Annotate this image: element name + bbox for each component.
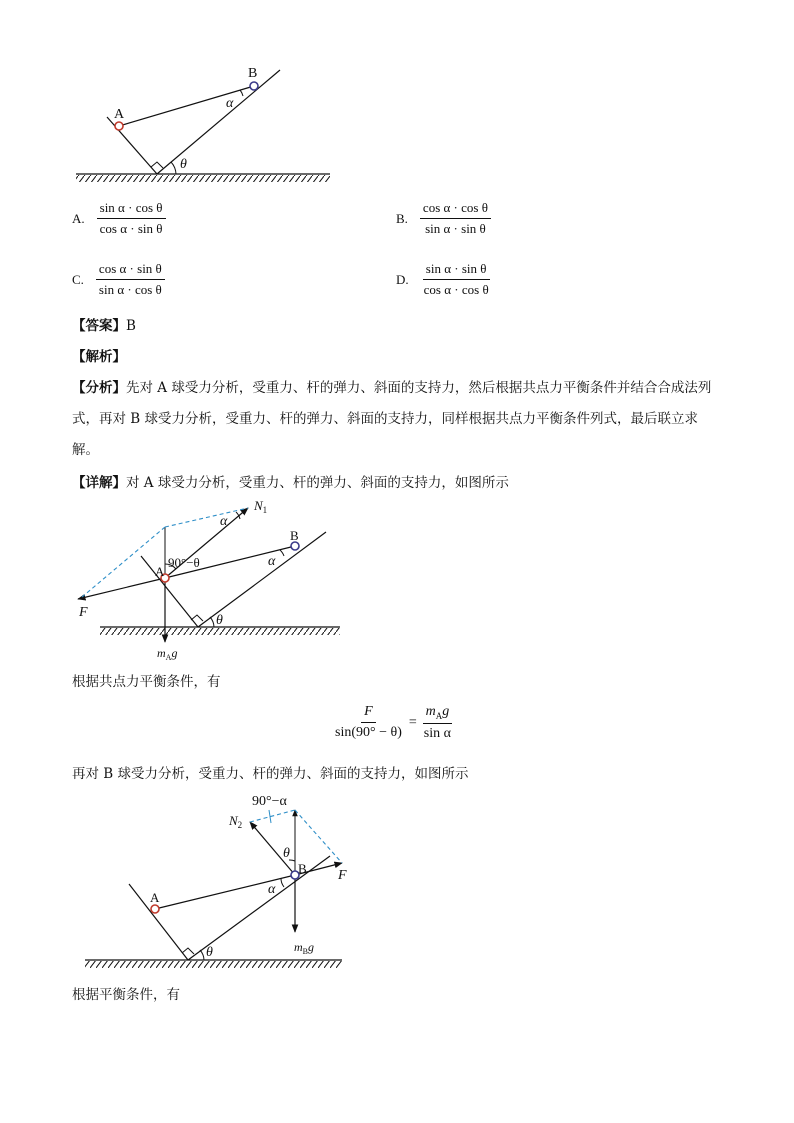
xiangjie-tag: 【详解】: [72, 475, 126, 491]
theta-arc: [200, 950, 204, 960]
label-alpha-top: α: [220, 514, 228, 529]
figure-2-force-diagram-a: [70, 495, 350, 665]
option-b-denominator: sin α · sin θ: [425, 221, 486, 236]
dashed-resultant-left: [82, 527, 165, 597]
alpha-arc: [240, 90, 243, 96]
option-a: [72, 200, 166, 237]
theta-arc: [210, 617, 214, 627]
analysis-heading: [72, 347, 126, 367]
fenxi-tag: 【分析】: [72, 380, 126, 396]
ball-a: [151, 905, 159, 913]
option-c-denominator: sin α · cos θ: [98, 282, 162, 297]
fenxi-text: 先对 A 球受力分析，受重力、杆的弹力、斜面的支持力，然后根据共点力平衡条件并结合合成法列式，再对 B 球受力分析，受重力、杆的弹力、斜面的支持力，同样根据共点力平衡条件列式，最后联立求解。: [72, 380, 712, 458]
ground-hatch: [85, 961, 342, 968]
equation-1: [332, 704, 454, 742]
equation-1-rhs-numerator: $m_Ag$: [423, 704, 453, 724]
option-b: [396, 200, 491, 237]
option-b-fraction: [420, 200, 491, 237]
dashed-resultant-right: [295, 810, 342, 863]
option-c: [72, 261, 165, 298]
answer-tag: 【答案】: [72, 318, 126, 334]
label-alpha: α: [268, 554, 276, 569]
option-d: [396, 261, 492, 298]
equation-1-equals: =: [408, 714, 417, 730]
alpha-arc-b: [280, 550, 284, 556]
label-f: F: [79, 605, 88, 620]
equation-1-lhs: [332, 704, 405, 741]
label-b: B: [248, 66, 258, 81]
equation-1-rhs: [421, 704, 454, 742]
alpha-arc-b: [281, 878, 284, 887]
fenxi-paragraph: [72, 373, 722, 466]
xiangjie-text: 对 A 球受力分析，受重力、杆的弹力、斜面的支持力，如图所示: [126, 475, 509, 491]
ground-hatch: [76, 175, 330, 182]
option-d-letter: D.: [396, 271, 409, 287]
theta-arc: [171, 162, 176, 174]
label-theta: θ: [206, 945, 213, 960]
option-c-letter: C.: [72, 271, 84, 287]
label-ma-g: $m_Ag$: [157, 646, 178, 662]
option-a-numerator: sin α · cos θ: [97, 200, 166, 219]
analysis-tag: 【解析】: [72, 349, 126, 365]
label-alpha: α: [268, 882, 276, 897]
figure-3-force-diagram-b: [80, 785, 360, 975]
right-angle-mark: [151, 162, 163, 168]
label-n2: $N_2$: [229, 813, 243, 830]
incline-surface: [157, 70, 280, 174]
option-d-numerator: sin α · sin θ: [423, 261, 490, 280]
step-3-text: 根据平衡条件，有: [72, 987, 180, 1003]
label-alpha: α: [226, 96, 234, 111]
option-a-denominator: cos α · sin θ: [99, 221, 163, 236]
label-a: A: [114, 107, 125, 122]
option-b-numerator: cos α · cos θ: [420, 200, 491, 219]
answer-value: B: [126, 318, 136, 334]
rod-ab: [119, 86, 254, 126]
label-a: A: [150, 890, 160, 905]
ground-hatch: [100, 628, 340, 635]
ball-a: [115, 122, 123, 130]
option-c-fraction: [96, 261, 165, 298]
equation-1-lhs-numerator: F: [361, 704, 376, 723]
option-a-letter: A.: [72, 210, 85, 226]
label-b: B: [298, 861, 307, 876]
theta-arc-top: [289, 860, 295, 861]
xiangjie-line: [72, 473, 509, 493]
step-2-text: 再对 B 球受力分析，受重力、杆的弹力、斜面的支持力，如图所示: [72, 766, 469, 782]
option-d-fraction: [421, 261, 492, 298]
dashed-resultant-top: [165, 508, 248, 527]
answer-line: [72, 316, 136, 336]
equation-1-lhs-denominator: sin(90° − θ): [335, 725, 402, 741]
label-mb-g: $m_Bg$: [294, 940, 315, 956]
option-a-fraction: [97, 200, 166, 237]
label-angle-90-alpha: 90°−α: [252, 794, 287, 809]
label-f: F: [338, 868, 347, 883]
ball-b: [291, 542, 299, 550]
figure-1-diagram: [60, 55, 350, 190]
label-angle-90-theta: 90°−θ: [168, 555, 200, 570]
dashed-resultant-top: [250, 810, 295, 822]
force-f-arrow: [78, 578, 165, 599]
option-b-letter: B.: [396, 210, 408, 226]
ball-b: [250, 82, 258, 90]
label-theta: θ: [216, 613, 223, 628]
label-theta: θ: [180, 157, 187, 172]
label-theta-top: θ: [283, 846, 290, 861]
option-c-numerator: cos α · sin θ: [96, 261, 165, 280]
equation-1-rhs-denominator: sin α: [423, 725, 451, 741]
step-1-text: 根据共点力平衡条件，有: [72, 674, 221, 690]
label-b: B: [290, 528, 299, 543]
right-angle-mark: [182, 948, 194, 954]
label-n1: $N_1$: [254, 498, 268, 515]
option-d-denominator: cos α · cos θ: [423, 282, 489, 297]
label-a: A: [155, 564, 165, 579]
